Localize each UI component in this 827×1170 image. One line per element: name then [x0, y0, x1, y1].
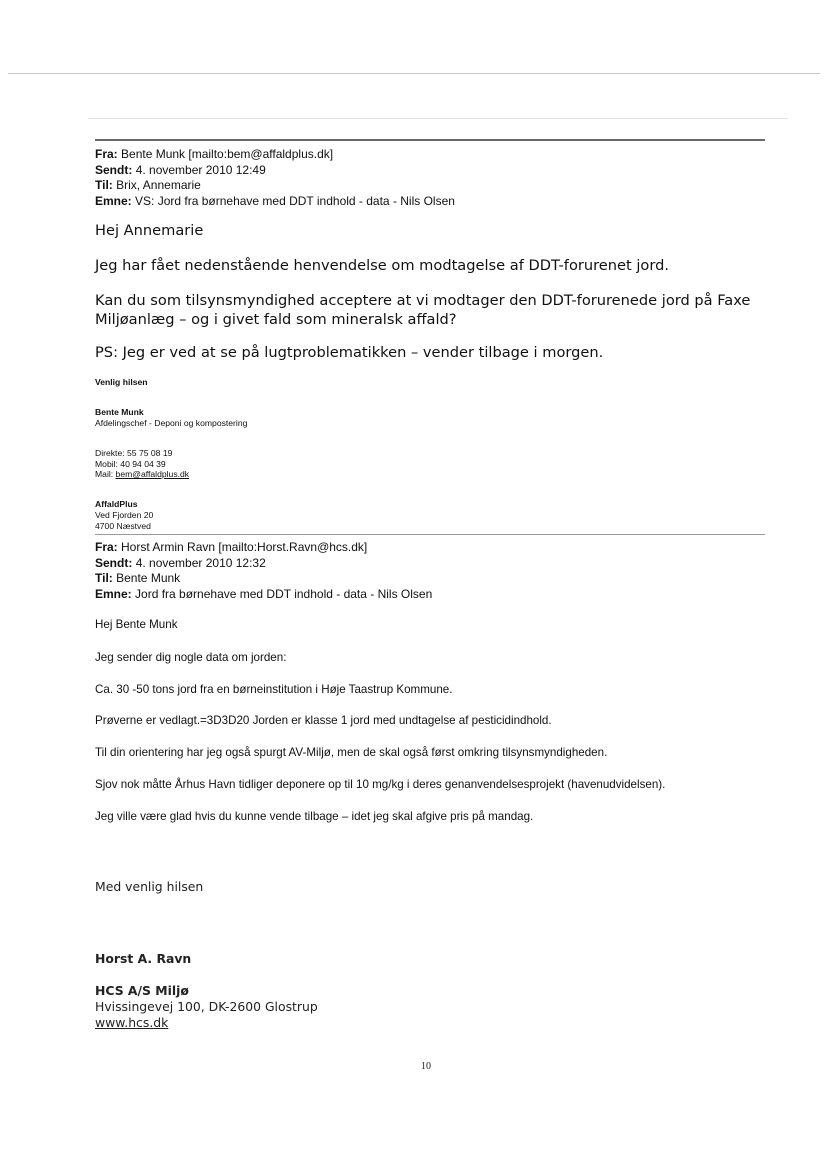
- mail1-mail-link[interactable]: bem@affaldplus.dk: [115, 469, 190, 479]
- mail1-closing: Venlig hilsen: [95, 377, 148, 387]
- mail1-from: Fra: Bente Munk [mailto:bem@affaldplus.dk]: [95, 147, 334, 161]
- mail2-sig-web-link[interactable]: www.hcs.dk: [95, 1015, 169, 1030]
- top-rule: [8, 73, 820, 74]
- mail2-line-1: Jeg sender dig nogle data om jorden:: [95, 651, 287, 664]
- mail2-from: Fra: Horst Armin Ravn [mailto:Horst.Ravn@hcs.dk]: [95, 540, 368, 554]
- mail2-to: Til: Bente Munk: [95, 571, 181, 585]
- mail-separator: [95, 534, 765, 535]
- header-separator: [95, 139, 765, 141]
- mail2-line-2: Ca. 30 -50 tons jord fra en børneinstitution i Høje Taastrup Kommune.: [95, 683, 453, 696]
- mail1-phone-mobile: Mobil: 40 94 04 39: [95, 458, 166, 469]
- mail1-org-name: AffaldPlus: [95, 499, 138, 509]
- page-number: 10: [421, 1061, 431, 1072]
- mail1-org-address-1: Ved Fjorden 20: [95, 510, 154, 520]
- mail1-paragraph-2-line-2: Miljøanlæg – og i givet fald som mineralsk affald?: [95, 311, 457, 328]
- mail2-line-6: Jeg ville være glad hvis du kunne vende tilbage – idet jeg skal afgive pris på mandag.: [95, 810, 534, 823]
- mail2-greeting: Hej Bente Munk: [95, 618, 178, 631]
- mail1-paragraph-1: Jeg har fået nedenstående henvendelse om modtagelse af DDT-forurenet jord.: [95, 257, 669, 274]
- mail2-sig-name: Horst A. Ravn: [95, 951, 192, 966]
- mail2-line-3: Prøverne er vedlagt.=3D3D20 Jorden er klasse 1 jord med undtagelse af pesticidindhold.: [95, 714, 552, 727]
- mail1-org-address-2: 4700 Næstved: [95, 520, 151, 531]
- mail1-paragraph-2-line-1: Kan du som tilsynsmyndighed acceptere at vi modtager den DDT-forurenede jord på Faxe: [95, 292, 751, 309]
- mail2-sent: Sendt: 4. november 2010 12:32: [95, 555, 266, 570]
- mail1-sender-title: Afdelingschef - Deponi og kompostering: [95, 418, 248, 428]
- mail1-phone-direct: Direkte: 55 75 08 19: [95, 448, 173, 458]
- mail1-greeting: Hej Annemarie: [95, 222, 204, 239]
- mail2-closing: Med venlig hilsen: [95, 879, 204, 894]
- mail1-mail-line: Mail: bem@affaldplus.dk: [95, 469, 190, 479]
- mail1-sender-name: Bente Munk: [95, 407, 144, 417]
- mail1-subject: Emne: VS: Jord fra børnehave med DDT indhold - data - Nils Olsen: [95, 193, 455, 208]
- mail2-sig-address: Hvissingevej 100, DK-2600 Glostrup: [95, 999, 318, 1014]
- mail1-to: Til: Brix, Annemarie: [95, 178, 201, 192]
- mail2-line-4: Til din orientering har jeg også spurgt AV-Miljø, men de skal også først omkring tilsynsmyndigheden.: [95, 746, 608, 759]
- mail2-line-5: Sjov nok måtte Århus Havn tidliger deponere op til 10 mg/kg i deres genanvendelsesprojekt (havenudvidelsen).: [95, 778, 666, 791]
- mail1-paragraph-3: PS: Jeg er ved at se på lugtproblematikken – vender tilbage i morgen.: [95, 344, 604, 361]
- faint-rule: [88, 118, 788, 119]
- mail2-sig-company: HCS A/S Miljø: [95, 983, 189, 998]
- mail2-subject: Emne: Jord fra børnehave med DDT indhold - data - Nils Olsen: [95, 586, 433, 601]
- mail1-sent: Sendt: 4. november 2010 12:49: [95, 162, 266, 177]
